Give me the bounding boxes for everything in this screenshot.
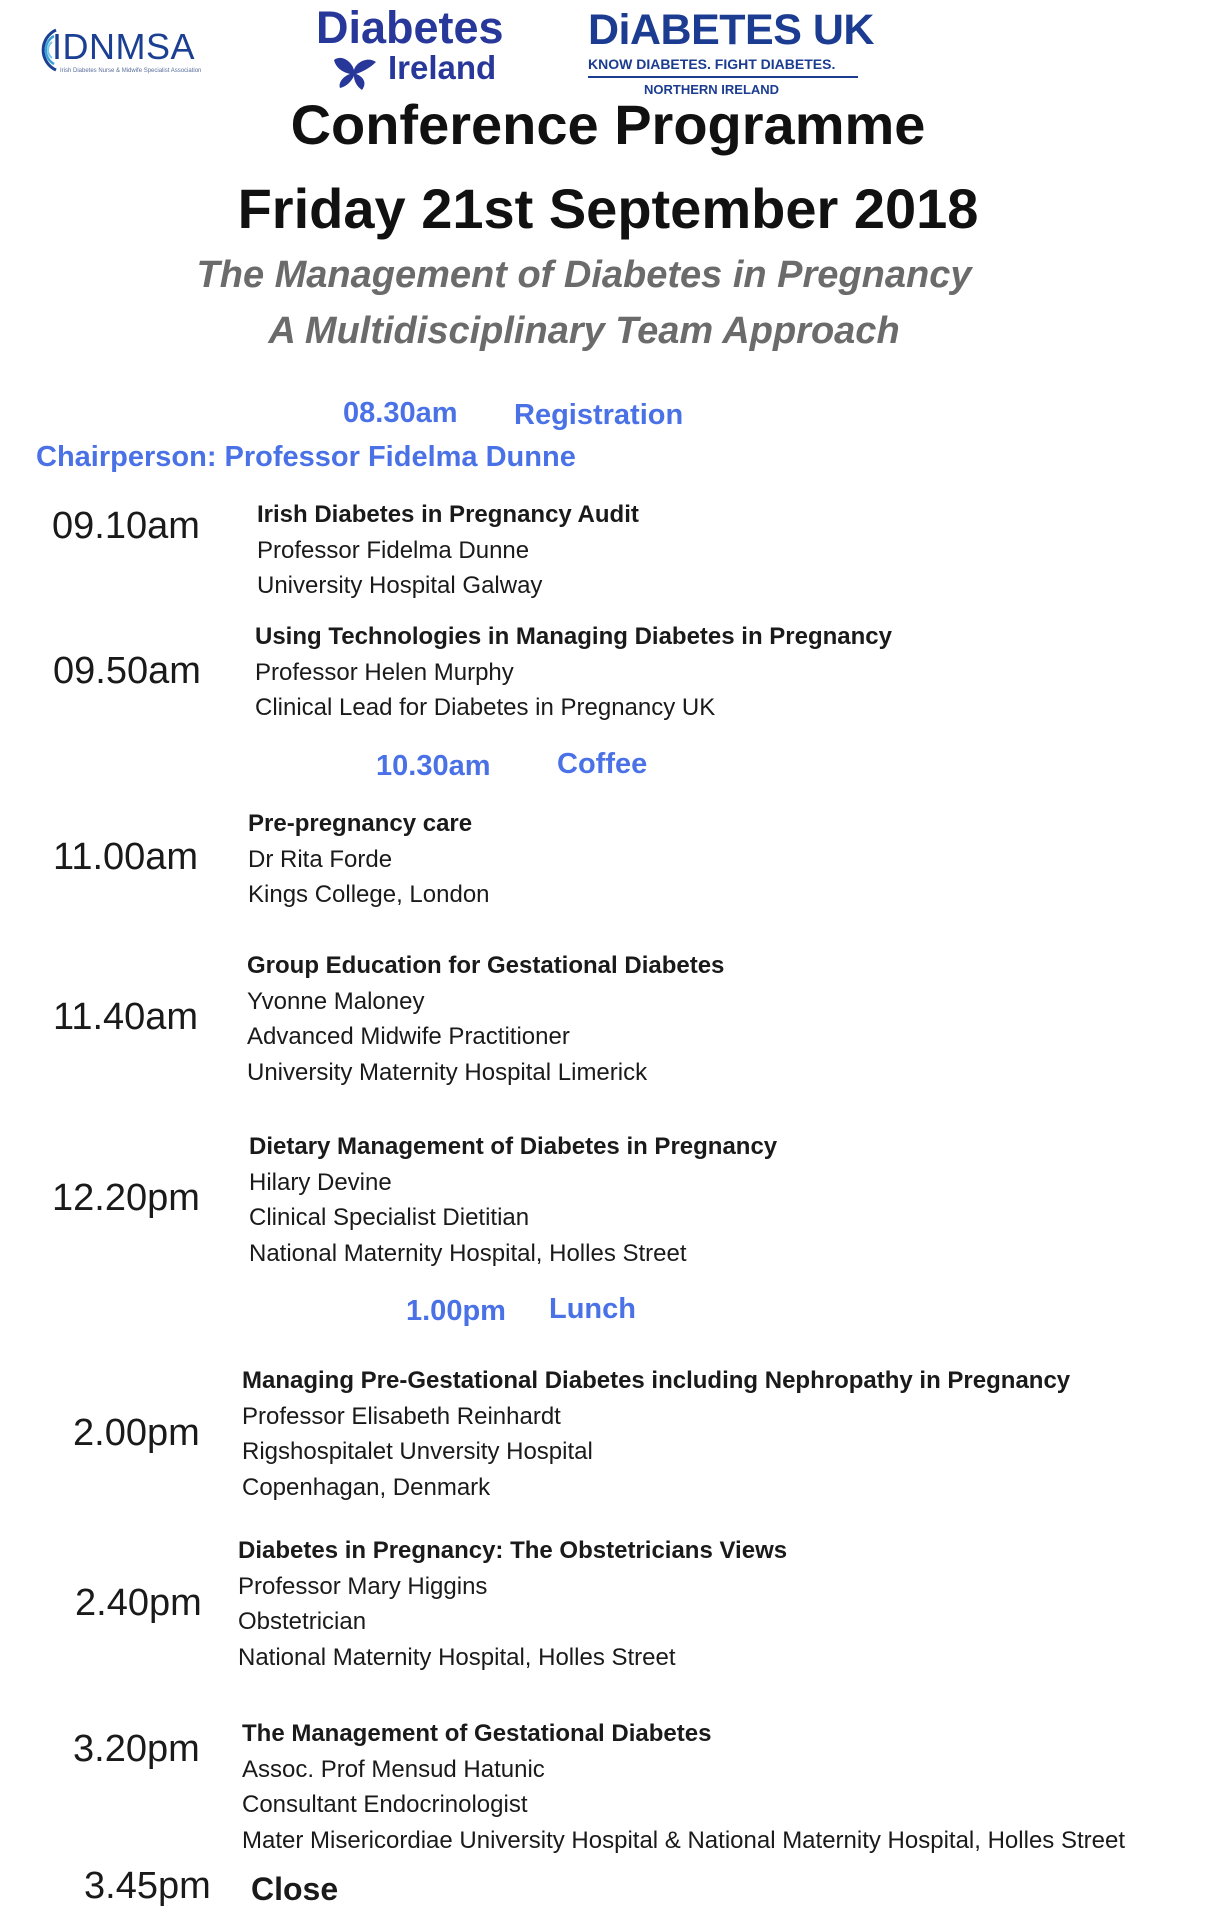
close-label: Close <box>251 1871 339 1907</box>
session-time: 11.00am <box>53 836 199 878</box>
session-speaker: Assoc. Prof Mensud Hatunic <box>242 1755 545 1783</box>
session-block <box>248 806 490 913</box>
session-time: 2.40pm <box>75 1582 202 1624</box>
coffee-time: 10.30am <box>376 750 491 782</box>
diabetes-uk-region: NORTHERN IRELAND <box>644 82 780 97</box>
session-block <box>238 1533 787 1675</box>
subtitle-line2: A Multidisciplinary Team Approach <box>268 310 900 352</box>
diabetes-uk-name: DiABETES UK <box>588 6 874 54</box>
session-affiliation: Mater Misericordiae University Hospital & National Maternity Hospital, Holles Street <box>242 1826 1125 1854</box>
session-speaker: Hilary Devine <box>249 1168 392 1196</box>
session-affiliation: Rigshospitalet Unversity Hospital <box>242 1438 593 1465</box>
session-affiliation: University Hospital Galway <box>257 572 543 599</box>
session-location: Copenhagan, Denmark <box>242 1473 491 1501</box>
session-block <box>242 1716 1125 1858</box>
session-speaker: Professor Fidelma Dunne <box>257 536 530 564</box>
session-speaker: Dr Rita Forde <box>248 845 393 873</box>
lunch-label: Lunch <box>549 1293 636 1325</box>
session-title: Group Education for Gestational Diabetes <box>247 952 725 979</box>
diabetes-uk-logo <box>588 6 874 98</box>
session-title: The Management of Gestational Diabetes <box>242 1720 712 1747</box>
page-title: Conference Programme <box>290 93 926 156</box>
session-time: 2.00pm <box>73 1412 200 1454</box>
session-role: Clinical Specialist Dietitian <box>249 1204 530 1231</box>
session-title: Dietary Management of Diabetes in Pregnancy <box>249 1133 778 1160</box>
session-title: Managing Pre-Gestational Diabetes including Nephropathy in Pregnancy <box>242 1367 1071 1394</box>
session-role: Obstetrician <box>238 1608 367 1635</box>
session-speaker: Professor Helen Murphy <box>255 658 514 686</box>
session-block <box>255 619 892 726</box>
session-title: Diabetes in Pregnancy: The Obstetricians Views <box>238 1537 788 1564</box>
session-role: Consultant Endocrinologist <box>242 1791 528 1818</box>
session-block <box>242 1363 1070 1505</box>
session-title: Irish Diabetes in Pregnancy Audit <box>257 501 639 528</box>
session-time: 11.40am <box>53 996 199 1038</box>
session-time: 3.20pm <box>73 1728 200 1770</box>
session-affiliation: Kings College, London <box>248 881 490 908</box>
session-speaker: Professor Elisabeth Reinhardt <box>242 1402 561 1430</box>
butterfly-icon <box>326 52 384 96</box>
session-role: Advanced Midwife Practitioner <box>247 1023 570 1050</box>
session-block <box>249 1129 777 1271</box>
session-affiliation: University Maternity Hospital Limerick <box>247 1058 648 1086</box>
session-title: Pre-pregnancy care <box>248 810 473 837</box>
registration-label: Registration <box>514 399 684 431</box>
diabetes-ireland-line1: Diabetes <box>316 2 504 53</box>
idnmsa-logo <box>30 24 212 80</box>
diabetes-ireland-logo <box>312 2 512 94</box>
lunch-time: 1.00pm <box>406 1295 506 1327</box>
session-time: 12.20pm <box>52 1177 200 1219</box>
session-title: Using Technologies in Managing Diabetes in Pregnancy <box>255 623 892 650</box>
diabetes-uk-tagline: KNOW DIABETES. FIGHT DIABETES. <box>588 56 836 72</box>
conference-date: Friday 21st September 2018 <box>237 177 979 240</box>
close-time: 3.45pm <box>84 1865 211 1907</box>
registration-time: 08.30am <box>343 397 458 429</box>
chairperson: Chairperson: Professor Fidelma Dunne <box>36 441 576 473</box>
session-affiliation: National Maternity Hospital, Holles Street <box>249 1239 687 1267</box>
session-block <box>257 497 639 604</box>
diabetes-uk-divider <box>588 76 858 78</box>
idnmsa-logo-text: IDNMSA <box>52 26 196 67</box>
session-time: 09.10am <box>52 505 200 547</box>
session-speaker: Yvonne Maloney <box>247 987 425 1015</box>
session-block <box>247 948 724 1090</box>
subtitle-line1: The Management of Diabetes in Pregnancy <box>196 254 972 296</box>
session-speaker: Professor Mary Higgins <box>238 1572 488 1600</box>
session-affiliation: Clinical Lead for Diabetes in Pregnancy UK <box>255 694 716 721</box>
session-affiliation: National Maternity Hospital, Holles Street <box>238 1643 676 1671</box>
diabetes-ireland-line2: Ireland <box>388 49 497 86</box>
idnmsa-logo-subtitle: Irish Diabetes Nurse & Midwife Specialist Association <box>60 68 202 74</box>
coffee-label: Coffee <box>557 748 648 780</box>
session-time: 09.50am <box>53 650 201 692</box>
